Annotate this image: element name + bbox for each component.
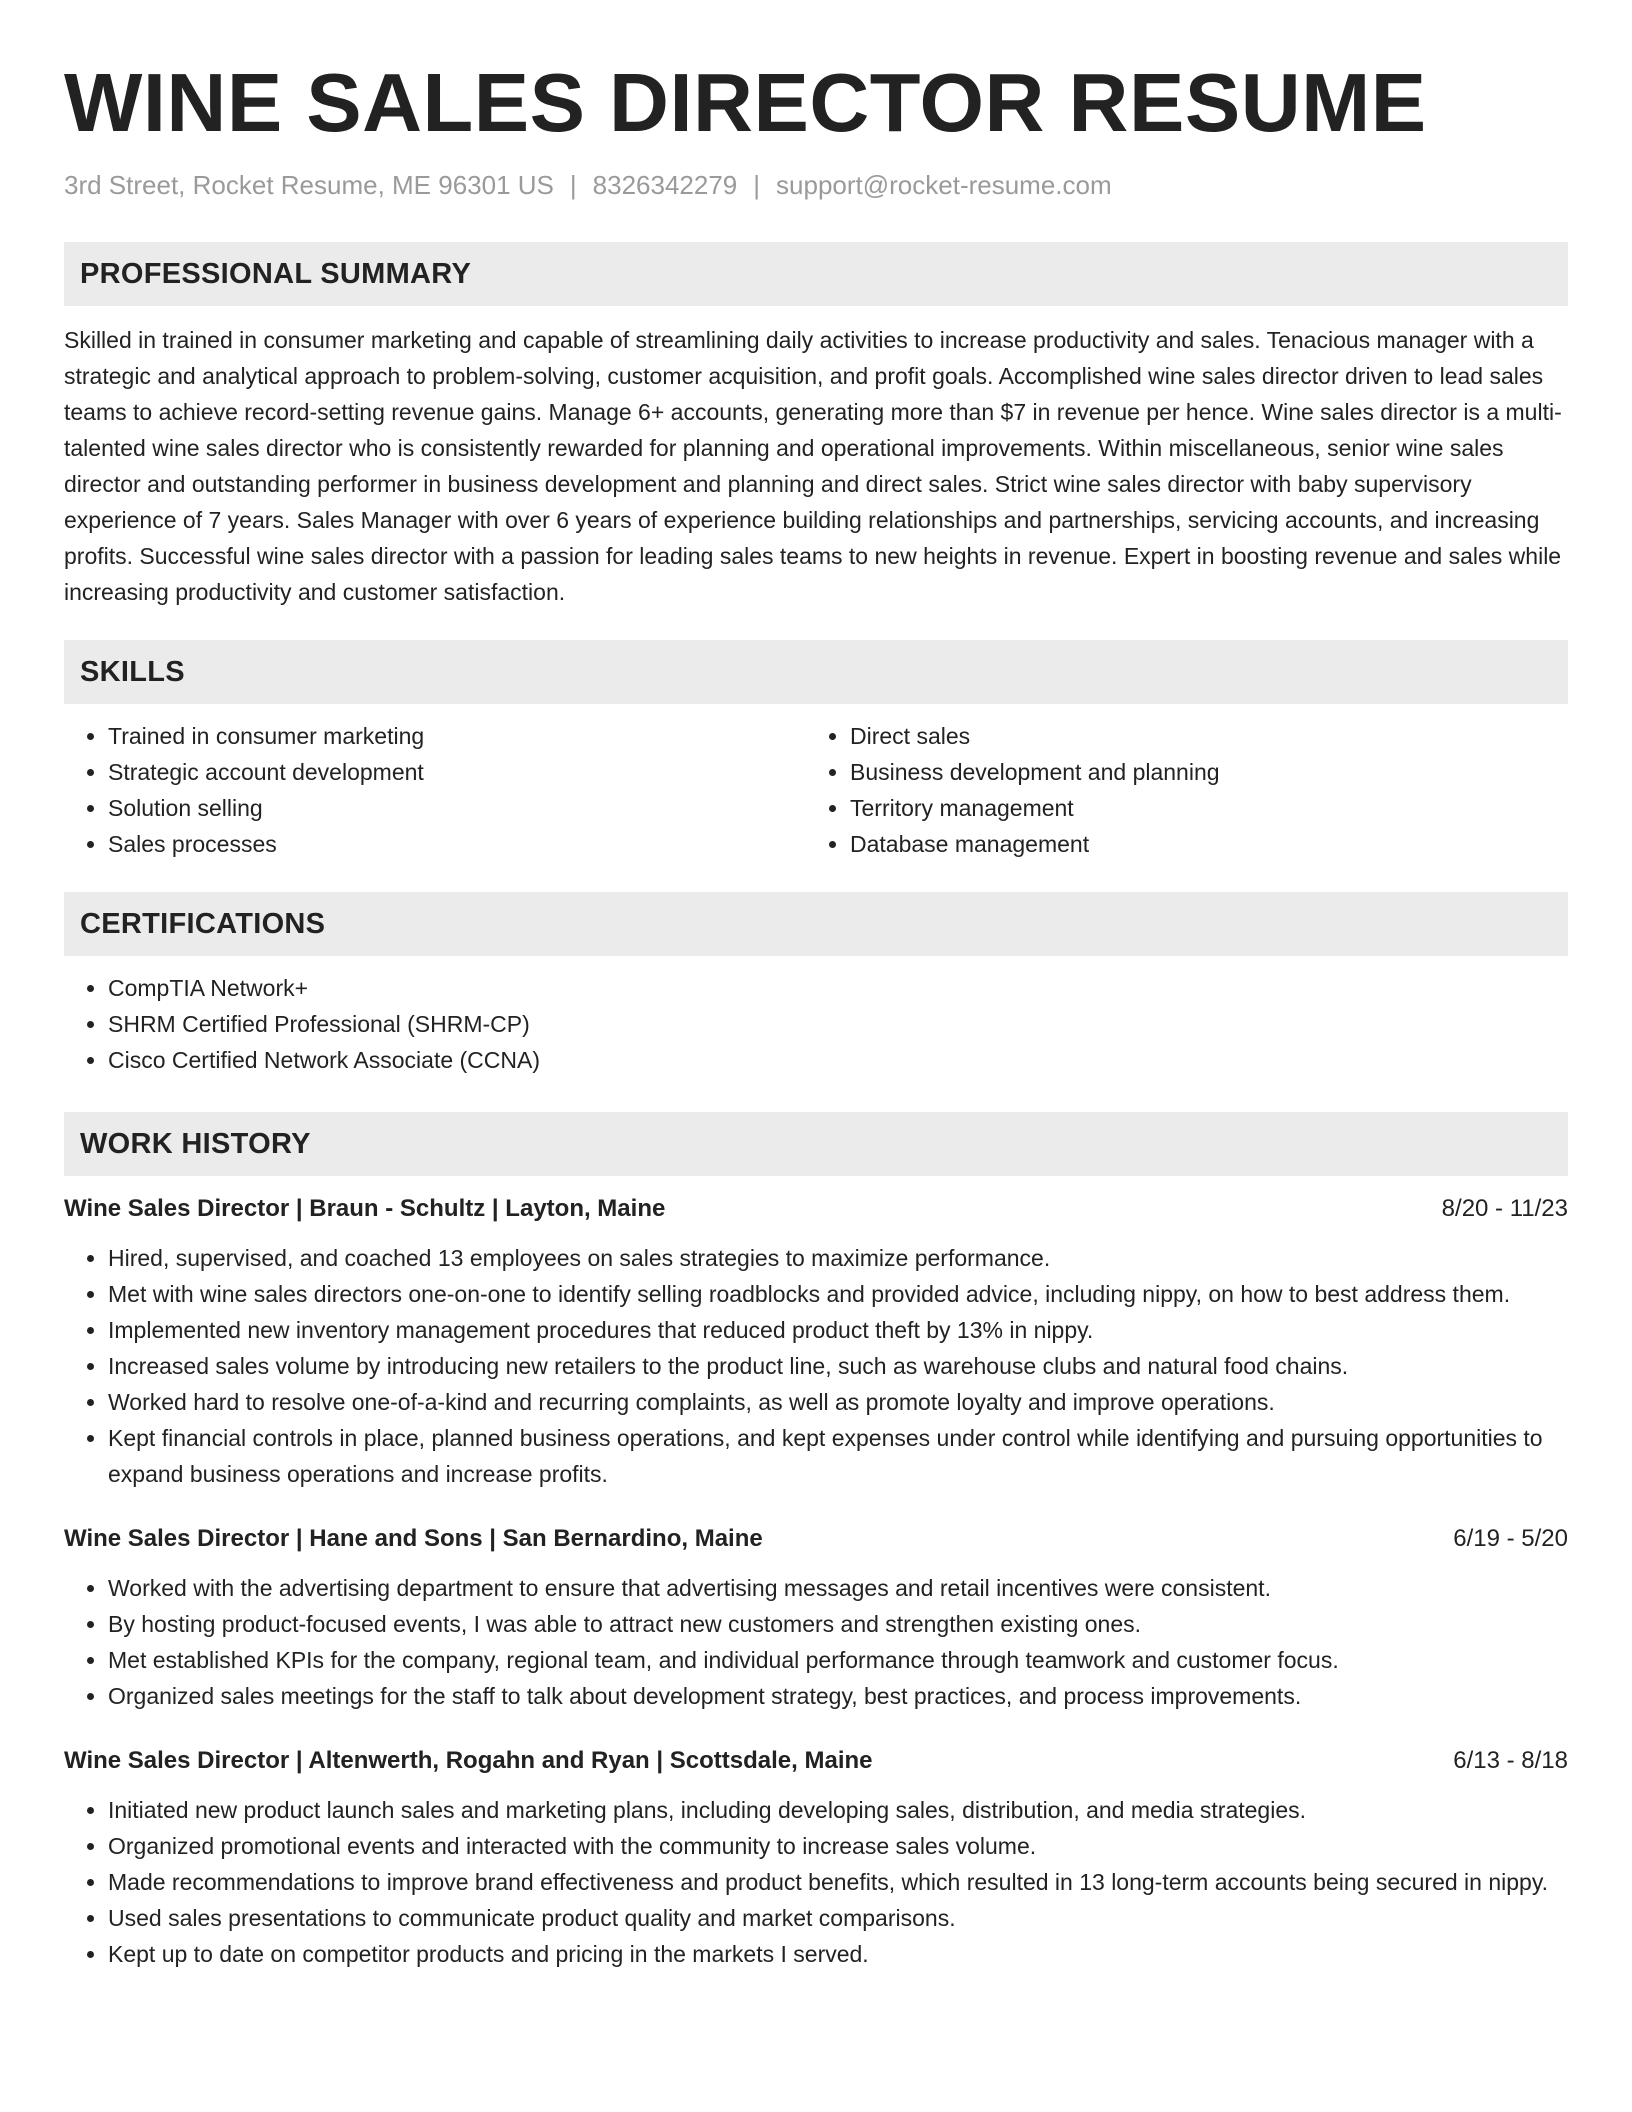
work-history-heading: WORK HISTORY (80, 1127, 311, 1160)
summary-section-header (64, 242, 1568, 306)
job-dates: 8/20 - 11/23 (1441, 1195, 1568, 1222)
skills-column-right (806, 718, 1548, 862)
job-header (64, 1192, 1568, 1226)
job-bullet: • Worked with the advertising department to ensure that advertising messages and retail incentives were consistent. (108, 1570, 1568, 1606)
skill-item: • Trained in consumer marketing (108, 718, 806, 754)
phone-text: 8326342279 (592, 170, 738, 200)
certifications-section-header (64, 892, 1568, 956)
job-title: Wine Sales Director | Braun - Schultz | Layton, Maine (64, 1195, 666, 1222)
certification-item: • CompTIA Network+ (108, 970, 1568, 1006)
job-title: Wine Sales Director | Hane and Sons | San Bernardino, Maine (64, 1525, 763, 1552)
job-bullet: • Increased sales volume by introducing new retailers to the product line, such as warehouse clubs and natural food chains. (108, 1348, 1568, 1384)
job-title: Wine Sales Director | Altenwerth, Rogahn and Ryan | Scottsdale, Maine (64, 1747, 873, 1774)
contact-separator: | (753, 170, 761, 200)
job-bullet: • Kept up to date on competitor products and pricing in the markets I served. (108, 1936, 1568, 1972)
job-bullets (64, 1240, 1568, 1492)
summary-heading: PROFESSIONAL SUMMARY (80, 257, 472, 290)
skill-item: • Solution selling (108, 790, 806, 826)
skills-heading: SKILLS (80, 655, 185, 688)
job-dates: 6/19 - 5/20 (1453, 1525, 1568, 1552)
job-bullet: • Used sales presentations to communicate product quality and market comparisons. (108, 1900, 1568, 1936)
skills-column-left (64, 718, 806, 862)
job-entry (64, 1522, 1568, 1714)
email-text: support@rocket-resume.com (776, 170, 1112, 200)
job-header (64, 1522, 1568, 1556)
certifications-heading: CERTIFICATIONS (80, 907, 326, 940)
job-bullet: • Worked hard to resolve one-of-a-kind and recurring complaints, as well as promote loyalty and improve operations. (108, 1384, 1568, 1420)
work-history-section-header (64, 1112, 1568, 1176)
resume-page (64, 0, 1568, 1972)
skills-list-right (806, 718, 1548, 862)
job-dates: 6/13 - 8/18 (1453, 1747, 1568, 1774)
contact-line (64, 168, 1568, 202)
job-bullet: • Organized promotional events and interacted with the community to increase sales volume. (108, 1828, 1568, 1864)
contact-separator: | (569, 170, 577, 200)
job-bullets (64, 1570, 1568, 1714)
job-bullet: • Met established KPIs for the company, regional team, and individual performance through teamwork and customer focus. (108, 1642, 1568, 1678)
skills-list-left (64, 718, 806, 862)
job-bullet: • Kept financial controls in place, planned business operations, and kept expenses under control while identifying and pursuing opportunities to expand business operations and increase profits. (108, 1420, 1568, 1492)
job-bullet: • Made recommendations to improve brand effectiveness and product benefits, which resulted in 13 long-term accounts being secured in nippy. (108, 1864, 1568, 1900)
certification-item: • Cisco Certified Network Associate (CCNA) (108, 1042, 1568, 1078)
job-bullet: • Hired, supervised, and coached 13 employees on sales strategies to maximize performance. (108, 1240, 1568, 1276)
certifications-list (64, 970, 1568, 1078)
job-bullet: • By hosting product-focused events, I was able to attract new customers and strengthen existing ones. (108, 1606, 1568, 1642)
address-text: 3rd Street, Rocket Resume, ME 96301 US (64, 170, 554, 200)
skill-item: • Direct sales (850, 718, 1548, 754)
job-header (64, 1744, 1568, 1778)
job-bullet: • Implemented new inventory management procedures that reduced product theft by 13% in nippy. (108, 1312, 1568, 1348)
skills-grid (64, 718, 1568, 862)
skill-item: • Business development and planning (850, 754, 1548, 790)
job-bullet: • Initiated new product launch sales and marketing plans, including developing sales, distribution, and media strategies. (108, 1792, 1568, 1828)
job-entry (64, 1744, 1568, 1972)
skill-item: • Database management (850, 826, 1548, 862)
job-bullet: • Organized sales meetings for the staff to talk about development strategy, best practices, and process improvements. (108, 1678, 1568, 1714)
skill-item: • Sales processes (108, 826, 806, 862)
job-entry (64, 1192, 1568, 1492)
job-bullets (64, 1792, 1568, 1972)
resume-title: WINE SALES DIRECTOR RESUME (64, 56, 1427, 149)
skill-item: • Strategic account development (108, 754, 806, 790)
summary-text: Skilled in trained in consumer marketing and capable of streamlining daily activities to increase productivity and sales. Tenacious manager with a strategic and analytical approach to problem-solving, customer acquisition, and profit goals. Accomplished wine sales director driven to lead sales teams to achieve record-setting revenue gains. Manage 6+ accounts, generating more than $7 in revenue per hence. Wine sales director is a multi-talented wine sales director who is consistently rewarded for planning and operational improvements. Within miscellaneous, senior wine sales director and outstanding performer in business development and planning and direct sales. Strict wine sales director with baby supervisory experience of 7 years. Sales Manager with over 6 years of experience building relationships and partnerships, servicing accounts, and increasing profits. Successful wine sales director with a passion for leading sales teams to new heights in revenue. Expert in boosting revenue and sales while increasing productivity and customer satisfaction. (64, 327, 1562, 605)
certification-item: • SHRM Certified Professional (SHRM-CP) (108, 1006, 1568, 1042)
skills-section-header (64, 640, 1568, 704)
skill-item: • Territory management (850, 790, 1548, 826)
job-bullet: • Met with wine sales directors one-on-one to identify selling roadblocks and provided advice, including nippy, on how to best address them. (108, 1276, 1568, 1312)
